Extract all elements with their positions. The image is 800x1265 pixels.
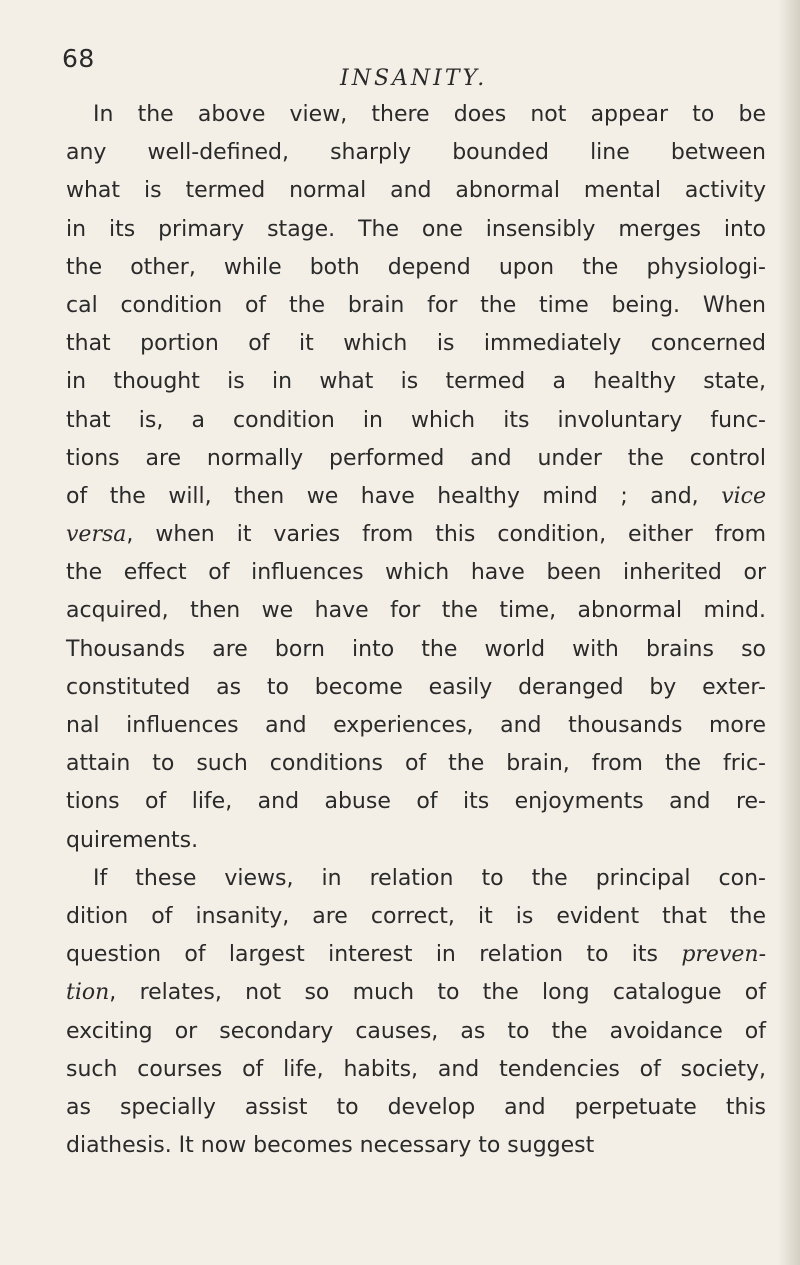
text-segment: of the will, then we have healthy mind ; and, bbox=[66, 483, 699, 509]
italic-phrase: preven- bbox=[681, 942, 766, 968]
text-line: dition of insanity, are correct, it is evident that the bbox=[66, 903, 766, 929]
text-line: that is, a condition in which its involuntary func- bbox=[66, 407, 766, 433]
italic-phrase: tion bbox=[66, 980, 110, 1006]
text-line: exciting or secondary causes, as to the avoidance of bbox=[66, 1018, 766, 1044]
text-line: in its primary stage. The one insensibly merges into bbox=[66, 216, 766, 242]
running-head: INSANITY. bbox=[340, 66, 488, 91]
text-line: the effect of influences which have been inherited or bbox=[66, 560, 766, 586]
page-edge-shadow bbox=[778, 0, 800, 1265]
text-line bbox=[66, 516, 766, 554]
text-line: nal influences and experiences, and thousands more bbox=[66, 713, 766, 738]
text-segment: , relates, not so much to the long catalogue of bbox=[109, 980, 766, 1006]
text-line: tions are normally performed and under the control bbox=[66, 445, 766, 471]
text-line: acquired, then we have for the time, abnormal mind. bbox=[66, 598, 766, 624]
text-line: that portion of it which is immediately concerned bbox=[66, 331, 766, 357]
text-line: as specially assist to develop and perpetuate this bbox=[66, 1094, 766, 1120]
text-line bbox=[66, 478, 766, 516]
text-line: any well-defined, sharply bounded line between bbox=[66, 140, 766, 166]
text-segment: , when it varies from this condition, either from bbox=[126, 522, 766, 548]
italic-phrase: versa bbox=[66, 522, 127, 548]
text-line: tions of life, and abuse of its enjoyments and re- bbox=[66, 789, 766, 815]
text-line bbox=[66, 974, 766, 1012]
text-line: quirements. bbox=[66, 827, 199, 853]
text-line: If these views, in relation to the principal con- bbox=[93, 865, 766, 891]
text-line: Thousands are born into the world with brains so bbox=[66, 636, 766, 662]
body-text bbox=[66, 96, 766, 1165]
text-line: In the above view, there does not appear to be bbox=[93, 102, 766, 127]
page-number: 68 bbox=[62, 44, 95, 73]
text-line bbox=[66, 936, 766, 974]
text-line: such courses of life, habits, and tendencies of society, bbox=[66, 1056, 766, 1082]
text-line: attain to such conditions of the brain, from the fric- bbox=[66, 751, 766, 777]
text-line: what is termed normal and abnormal mental activity bbox=[66, 178, 766, 204]
text-line: the other, while both depend upon the physiologi- bbox=[66, 254, 766, 280]
text-line: diathesis. It now becomes necessary to suggest bbox=[66, 1133, 595, 1159]
text-line: constituted as to become easily deranged by exter- bbox=[66, 674, 766, 700]
italic-phrase: vice bbox=[721, 483, 766, 509]
text-segment: question of largest interest in relation to its bbox=[66, 942, 658, 968]
text-line: in thought is in what is termed a healthy state, bbox=[66, 369, 766, 395]
text-line: cal condition of the brain for the time being. When bbox=[66, 292, 766, 318]
